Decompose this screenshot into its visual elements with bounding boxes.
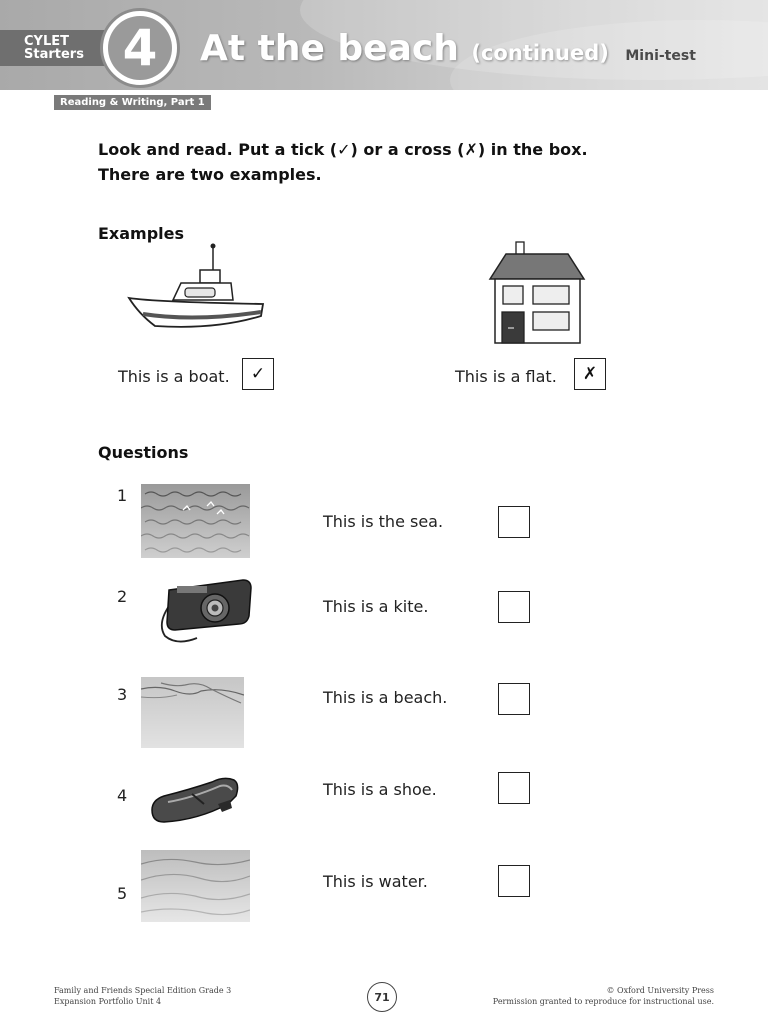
title-suffix: (continued) bbox=[471, 41, 609, 65]
camera-picture bbox=[155, 576, 255, 648]
mini-test-label: Mini-test bbox=[625, 48, 696, 64]
sea-picture bbox=[141, 484, 250, 558]
footer-permission: Permission granted to reproduce for instructional use. bbox=[492, 997, 714, 1006]
instruction-line-2: There are two examples. bbox=[98, 165, 322, 184]
unit-badge bbox=[100, 8, 180, 88]
question-sentence-1: This is the sea. bbox=[323, 512, 444, 531]
footer-book-title: Family and Friends Special Edition Grade 3 bbox=[54, 986, 232, 995]
question-sentence-5: This is water. bbox=[323, 872, 428, 891]
question-number-1: 1 bbox=[117, 486, 128, 505]
page-number: 71 bbox=[367, 982, 397, 1012]
questions-heading: Questions bbox=[98, 443, 189, 462]
question-sentence-3: This is a beach. bbox=[323, 688, 448, 707]
example-sentence-2: This is a flat. bbox=[455, 367, 557, 386]
page-title bbox=[200, 28, 696, 69]
level-line-2: Starters bbox=[24, 47, 84, 62]
question-number-2: 2 bbox=[117, 587, 128, 606]
question-sentence-4: This is a shoe. bbox=[323, 780, 437, 799]
footer-right bbox=[493, 985, 714, 1007]
answer-box-5[interactable] bbox=[498, 865, 530, 897]
question-number-5: 5 bbox=[117, 884, 128, 903]
answer-box-3[interactable] bbox=[498, 683, 530, 715]
water-picture bbox=[141, 850, 250, 922]
answer-box-1[interactable] bbox=[498, 506, 530, 538]
page-header bbox=[0, 0, 768, 90]
example-answer-box-1: ✓ bbox=[242, 358, 274, 390]
example-sentence-1: This is a boat. bbox=[118, 367, 230, 386]
instruction-line-1: Look and read. Put a tick (✓) or a cross (✗) in the box. bbox=[98, 140, 588, 159]
title-main: At the beach bbox=[200, 28, 459, 69]
house-picture bbox=[488, 240, 586, 345]
footer-copyright: © Oxford University Press bbox=[606, 986, 714, 995]
question-sentence-2: This is a kite. bbox=[323, 597, 429, 616]
instructions bbox=[98, 137, 588, 187]
example-answer-box-2: ✗ bbox=[574, 358, 606, 390]
unit-number: 4 bbox=[108, 16, 172, 80]
footer-left bbox=[54, 985, 231, 1007]
sand-picture bbox=[141, 677, 244, 748]
level-line-1: CYLET bbox=[24, 34, 69, 49]
answer-box-2[interactable] bbox=[498, 591, 530, 623]
examples-heading: Examples bbox=[98, 224, 185, 243]
shoe-picture bbox=[148, 770, 240, 826]
boat-picture bbox=[125, 242, 267, 332]
section-label: Reading & Writing, Part 1 bbox=[54, 95, 211, 110]
question-number-4: 4 bbox=[117, 786, 128, 805]
answer-box-4[interactable] bbox=[498, 772, 530, 804]
question-number-3: 3 bbox=[117, 685, 128, 704]
footer-unit: Expansion Portfolio Unit 4 bbox=[54, 997, 162, 1006]
